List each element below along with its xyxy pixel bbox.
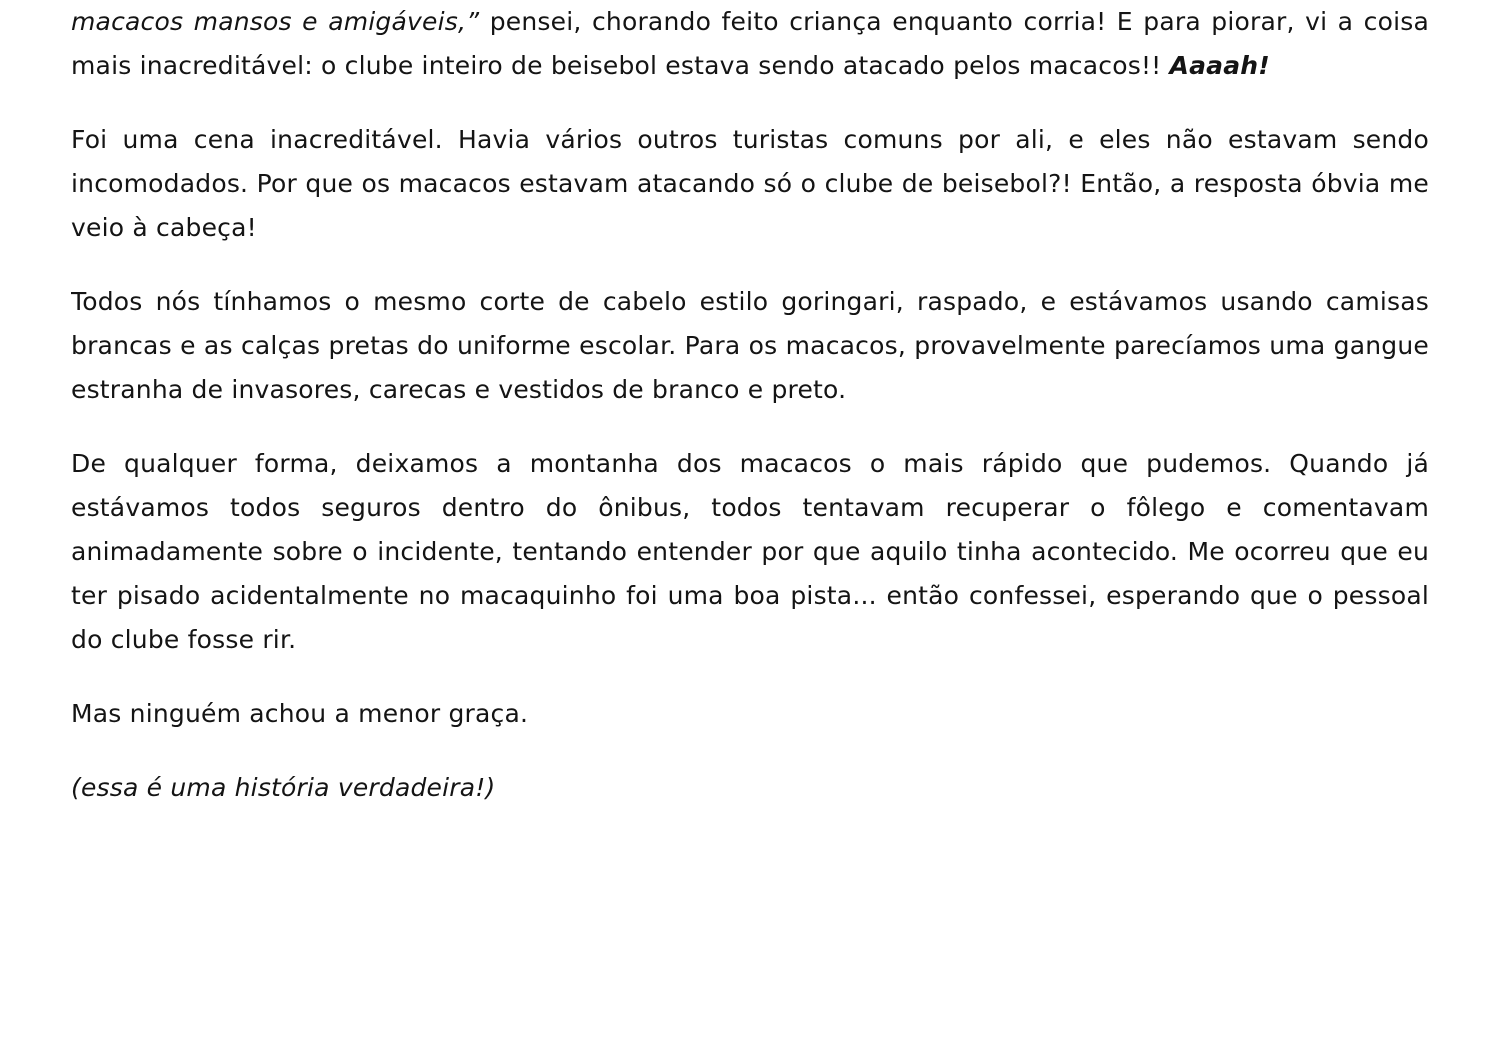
paragraph-bus: De qualquer forma, deixamos a montanha dos macacos o mais rápido que pudemos. Quando já estávamos todos seguros dentro do ônibus, todos tentavam recuperar o fôlego e comentavam animadamente sobre o incidente, tentando entender por que aquilo tinha acontecido. Me ocorreu que eu ter pisado acidentalmente no macaquinho foi uma boa pista... então confessei, esperando que o pessoal do clube fosse rir. — [71, 449, 1429, 654]
italic-quote: macacos mansos e amigáveis,” — [71, 7, 480, 36]
paragraph-text: pensei, chorando feito criança enquanto corria! E para piorar, vi a coisa mais inacreditável: o clube inteiro de beisebol estava sendo atacado pelos macacos!! — [71, 7, 1429, 80]
paragraph-haircut: Todos nós tínhamos o mesmo corte de cabelo estilo goringari, raspado, e estávamos usando camisas brancas e as calças pretas do uniforme escolar. Para os macacos, provavelmente parecíamos uma gangue estranha de invasores, carecas e vestidos de branco e preto. — [71, 287, 1429, 404]
paragraph-true-story — [71, 766, 1429, 810]
document-page — [71, 0, 1429, 1061]
paragraph-monkeys-chase — [71, 0, 1429, 88]
paragraph-no-laugh: Mas ninguém achou a menor graça. — [71, 699, 529, 728]
italic-note: (essa é uma história verdadeira!) — [71, 773, 496, 802]
paragraph-scene: Foi uma cena inacreditável. Havia vários outros turistas comuns por ali, e eles não estavam sendo incomodados. Por que os macacos estavam atacando só o clube de beisebol?! Então, a resposta óbvia me veio à cabeça! — [71, 125, 1429, 242]
bold-italic-exclamation: Aaaah! — [1169, 51, 1270, 80]
